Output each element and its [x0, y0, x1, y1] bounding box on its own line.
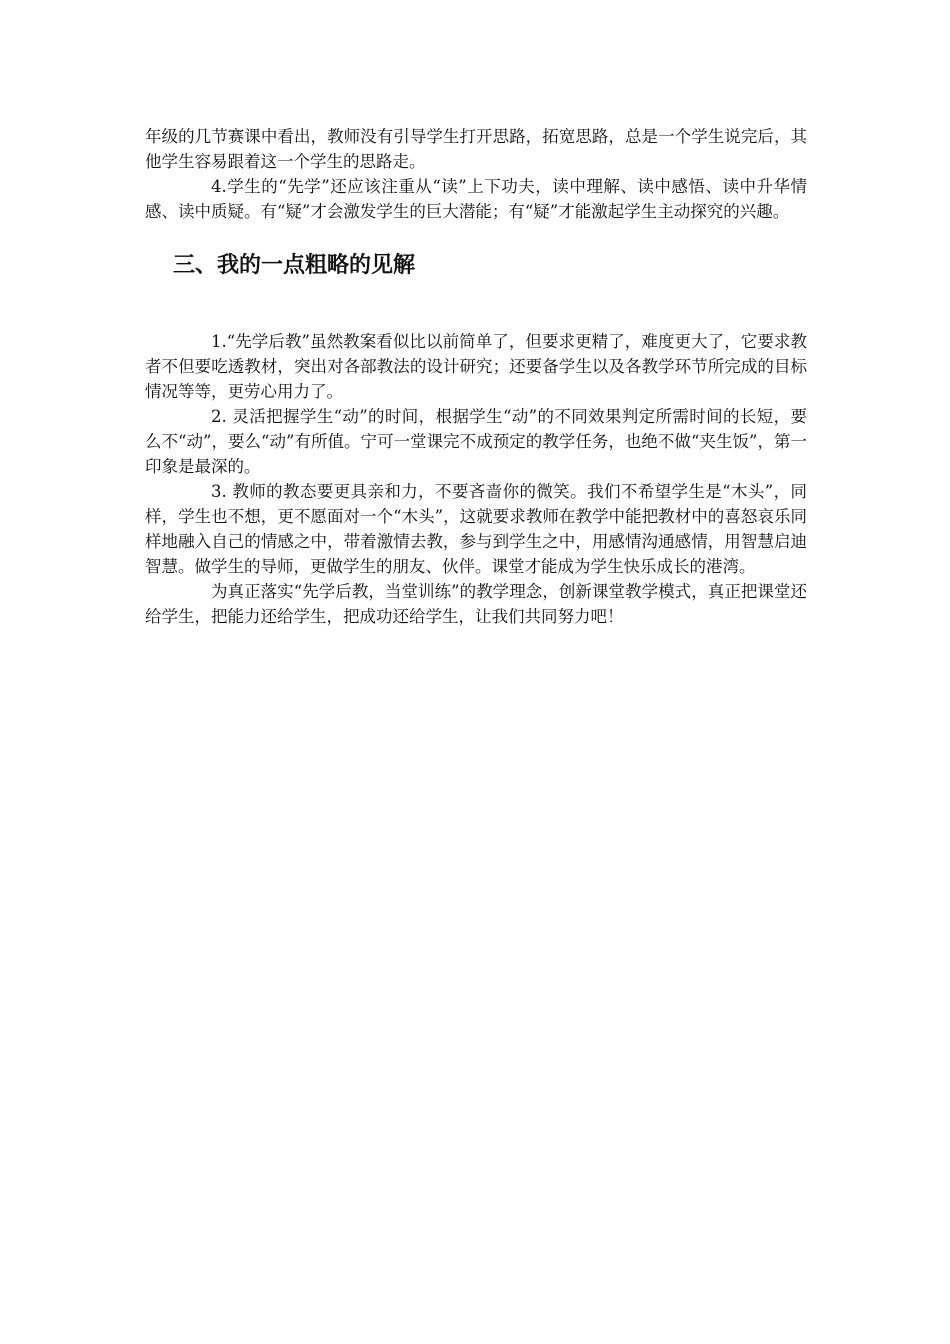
paragraph-continuation: 年级的几节赛课中看出，教师没有引导学生打开思路，拓宽思路，总是一个学生说完后，其他学生容易跟着这一个学生的思路走。 [145, 127, 807, 171]
paragraph-insight-2: 2. 灵活把握学生“动”的时间，根据学生“动”的不同效果判定所需时间的长短，要么不“动”，要么“动”有所值。宁可一堂课完不成预定的教学任务，也绝不做“夹生饭”，第一印象是最深的。 [145, 407, 807, 476]
paragraph-insight-1: 1.“先学后教”虽然教案看似比以前简单了，但要求更精了，难度更大了，它要求教者不但要吃透教材，突出对各部教法的设计研究；还要备学生以及各教学环节所完成的目标情况等等，更劳心用力了。 [145, 332, 807, 401]
spacer [145, 282, 807, 329]
paragraph-point-4: 4.学生的“先学”还应该注重从“读”上下功夫，读中理解、读中感悟、读中升华情感、读中质疑。有“疑”才会激发学生的巨大潜能；有“疑”才能激起学生主动探究的兴趣。 [145, 177, 807, 221]
document-page [145, 124, 807, 629]
paragraph-insight-3: 3. 教师的教态要更具亲和力，不要吝啬你的微笑。我们不希望学生是“木头”，同样，学生也不想，更不愿面对一个“木头”，这就要求教师在教学中能把教材中的喜怒哀乐同样地融入自己的情感之中，带着激情去教，参与到学生之中，用感情沟通感情，用智慧启迪智慧。做学生的导师，更做学生的朋友、伙伴。课堂才能成为学生快乐成长的港湾。 [145, 482, 807, 576]
paragraph-conclusion: 为真正落实“先学后教，当堂训练”的教学理念，创新课堂教学模式，真正把课堂还给学生，把能力还给学生，把成功还给学生，让我们共同努力吧！ [145, 582, 807, 626]
section-heading: 三、我的一点粗略的见解 [173, 253, 416, 278]
